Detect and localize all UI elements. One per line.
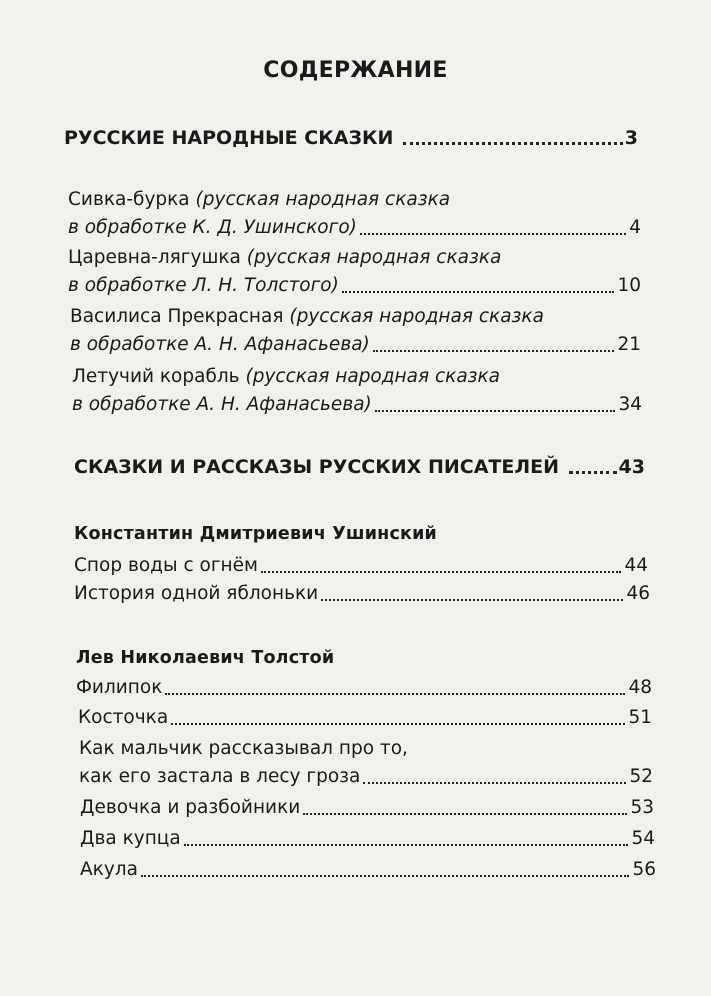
toc-entry-line1: Как мальчик рассказывал про то, <box>79 738 408 759</box>
entry-title: История одной яблоньки <box>74 583 319 604</box>
dot-leader <box>342 290 615 293</box>
entry-page-number: 53 <box>630 797 654 818</box>
entry-page-number: 48 <box>628 677 652 698</box>
entry-note: (русская народная сказка <box>246 247 502 268</box>
toc-entry <box>78 705 652 731</box>
toc-entry <box>70 332 641 358</box>
dot-leader <box>375 409 616 412</box>
page-title: СОДЕРЖАНИЕ <box>263 58 448 83</box>
entry-title: Филипок <box>76 677 163 698</box>
entry-note: в обработке К. Д. Ушинского) <box>68 217 357 238</box>
toc-entry <box>72 392 642 418</box>
author-name: Лев Николаевич Толстой <box>76 648 335 668</box>
entry-page-number: 52 <box>629 766 653 787</box>
toc-entry <box>80 795 654 821</box>
entry-page-number: 44 <box>624 555 648 576</box>
entry-note: в обработке А. Н. Афанасьева) <box>72 394 372 415</box>
dot-leader <box>141 874 630 877</box>
toc-entry-line1 <box>68 245 501 271</box>
toc-entry <box>74 553 648 579</box>
toc-entry-line1 <box>70 304 544 330</box>
dot-leader <box>165 692 625 695</box>
section-heading-folk-tales <box>64 125 638 151</box>
entry-page-number: 4 <box>629 217 641 238</box>
toc-entry <box>68 215 641 241</box>
dot-leader <box>373 349 615 352</box>
entry-title: Акула <box>80 859 138 880</box>
toc-entry <box>76 675 652 701</box>
entry-note: в обработке А. Н. Афанасьева) <box>70 334 370 355</box>
section-label: РУССКИЕ НАРОДНЫЕ СКАЗКИ <box>64 127 394 149</box>
toc-entry-line1 <box>72 364 500 390</box>
author-name: Константин Дмитриевич Ушинский <box>74 524 438 544</box>
entry-note: (русская народная сказка <box>289 306 544 327</box>
entry-page-number: 56 <box>632 859 656 880</box>
section-page-number: 43 <box>618 456 645 478</box>
section-page-number: 3 <box>624 127 638 149</box>
section-label: СКАЗКИ И РАССКАЗЫ РУССКИХ ПИСАТЕЛЕЙ <box>74 456 560 478</box>
entry-page-number: 46 <box>626 583 650 604</box>
toc-entry <box>80 857 656 883</box>
dot-leader <box>321 598 623 601</box>
toc-entry-line1 <box>68 187 450 213</box>
toc-entry <box>79 764 653 790</box>
dot-leader <box>569 470 617 474</box>
entry-page-number: 10 <box>617 275 641 296</box>
entry-title: Девочка и разбойники <box>80 797 301 818</box>
entry-title: Спор воды с огнём <box>74 555 258 576</box>
dot-leader <box>403 141 622 145</box>
dot-leader <box>363 781 626 784</box>
entry-note: (русская народная сказка <box>195 189 451 210</box>
entry-title: Сивка-бурка <box>68 189 190 210</box>
dot-leader <box>303 812 627 815</box>
entry-page-number: 54 <box>631 828 655 849</box>
dot-leader <box>171 722 625 725</box>
entry-note: (русская народная сказка <box>245 366 501 387</box>
entry-title: Два купца <box>80 828 181 849</box>
section-heading-writers <box>74 454 645 480</box>
dot-leader <box>184 843 629 846</box>
toc-entry <box>80 826 655 852</box>
entry-title: Царевна-лягушка <box>68 247 241 268</box>
toc-entry <box>68 273 641 299</box>
entry-page-number: 21 <box>617 334 641 355</box>
entry-note: в обработке Л. Н. Толстого) <box>68 275 339 296</box>
dot-leader <box>261 570 621 573</box>
toc-entry <box>74 581 650 607</box>
entry-title: Косточка <box>78 707 169 728</box>
entry-page-number: 51 <box>628 707 652 728</box>
entry-title: Василиса Прекрасная <box>70 306 284 327</box>
entry-page-number: 34 <box>618 394 642 415</box>
entry-title: Летучий корабль <box>72 366 240 387</box>
entry-title: как его застала в лесу гроза <box>79 766 361 787</box>
dot-leader <box>360 232 626 235</box>
